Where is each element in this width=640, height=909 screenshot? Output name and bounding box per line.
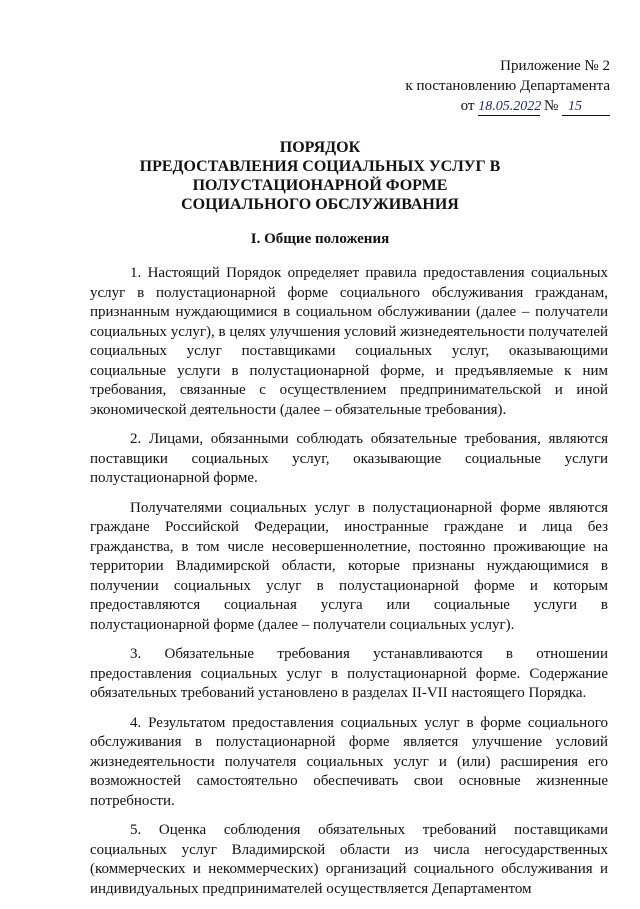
paragraph-recipients: Получателями социальных услуг в полустационарной форме являются граждане Российской Федерации, иностранные граждане и лица без гражданства, в том числе несовершеннолетние, постоянно проживающие на территории Владимирской области, которые признаны нуждающимися в получении социальных услуг в полустационарной форме и которым предоставляются социальная услуга или социальные услуги в полустационарной форме (далее – получатели социальных услуг). <box>90 499 608 633</box>
paragraph-5: 5. Оценка соблюдения обязательных требований поставщиками социальных услуг Владимирской области из числа негосударственных (коммерческих и некоммерческих) организаций социального обслуживания и индивидуальных предпринимателей осуществляется Департаментом <box>90 822 608 897</box>
paragraph-2: 2. Лицами, обязанными соблюдать обязательные требования, являются поставщики социальных услуг, оказывающие социальные услуги полустационарной форме. <box>90 431 608 486</box>
title-line-1: ПОРЯДОК <box>279 139 361 156</box>
paragraph-1: 1. Настоящий Порядок определяет правила предоставления социальных услуг в полустационарной форме социального обслуживания гражданам, признанным нуждающимися в социальном обслуживании (далее – получатели социальных услуг), в целях улучшения условий жизнедеятельности получателей социальных услуг поставщиками социальных услуг, оказывающими социальные услуги в полустационарной форме, и предъявляемые к ним требования, связанные с осуществлением предпринимательской и иной экономической деятельности (далее – обязательные требования). <box>90 265 608 418</box>
handwritten-date: 18.05.2022 <box>478 99 542 114</box>
paragraph-3: 3. Обязательные требования устанавливаются в отношении предоставления социальных услуг в полустационарной форме. Содержание обязательных требований установлено в разделах II-VII настоящего Порядка. <box>90 646 608 701</box>
number-prefix: № <box>543 98 559 114</box>
paragraph-4: 4. Результатом предоставления социальных услуг в форме социального обслуживания в полустационарной форме является улучшение условий жизнедеятельности получателя социальных услуг и (или) расширения его возможностей самостоятельно обеспечивать свои основные жизненные потребности. <box>90 714 608 809</box>
appendix-reference: к постановлению Департамента <box>405 78 610 94</box>
appendix-date-line <box>405 96 610 116</box>
document-title <box>0 138 640 214</box>
title-line-2: ПРЕДОСТАВЛЕНИЯ СОЦИАЛЬНЫХ УСЛУГ В <box>139 158 501 175</box>
title-line-3: ПОЛУСТАЦИОНАРНОЙ ФОРМЕ <box>192 177 448 194</box>
section-heading: I. Общие положения <box>250 231 390 247</box>
handwritten-number: 15 <box>562 99 610 116</box>
document-body <box>90 264 608 909</box>
appendix-block <box>405 56 610 116</box>
date-prefix: от <box>460 98 475 114</box>
appendix-number: Приложение № 2 <box>500 58 610 74</box>
title-line-4: СОЦИАЛЬНОГО ОБСЛУЖИВАНИЯ <box>181 196 459 213</box>
